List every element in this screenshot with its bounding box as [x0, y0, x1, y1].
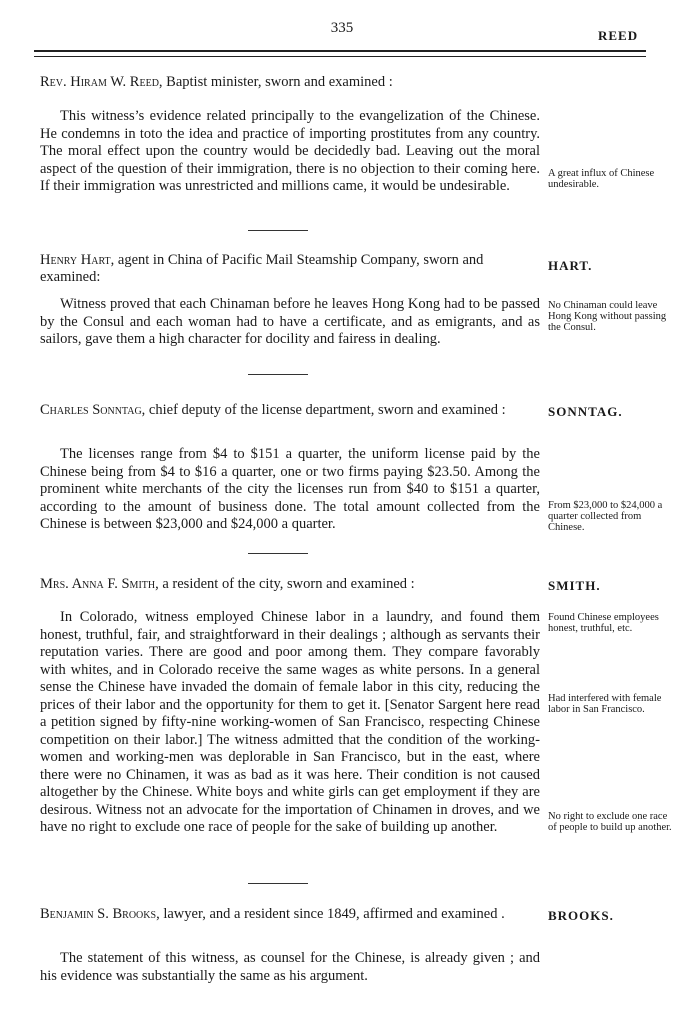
section-separator [248, 553, 308, 554]
sonntag-heading [40, 402, 536, 419]
witness-description: agent in China of Pacific Mail Steamship Company, sworn and examined: [40, 252, 484, 285]
margin-note: Found Chinese employees honest, truthful, etc. [548, 612, 659, 634]
sonntag-side-name: SONNTAG. [548, 404, 623, 419]
section-separator [248, 230, 308, 231]
reed-heading [40, 74, 536, 91]
margin-note: Had interfered with female labor in San Francisco. [548, 693, 662, 715]
smith-testimony: In Colorado, witness employed Chinese labor in a laundry, and found them honest, truthful, fair, and straightforward in their dealings ; although as servants their reputation varies. There are good and poor among them. They compare favorably with whites, and in Colorado receive the same wages as white persons. In a general sense the Chinese have invaded the domain of female labor in this city, reducing the prices of their labor and the opportunity for them to get it. [Senator Sargent here read a petition signed by fifty-nine working-women of San Francisco, respecting Chinese competition on their labor.] The witness admitted that the condition of the working-women and working-men was deplorable in San Francisco, but in the east, where there were no Chinamen, it was as bad as it was here. Their condition is not caused altogether by the Chinese. White boys and white girls can get employment if they are desirous. Witness not an advocate for the importation of Chinamen in droves, and we have no right to exclude one race of people for the sake of building up another. [40, 609, 540, 835]
hart-testimony: Witness proved that each Chinaman before he leaves Hong Kong had to be passed by the Consul and each woman had to have a certificate, and as emigrants, and as sailors, gave them a high character for docility and fairess in dealing. [40, 296, 540, 347]
hart-side-name: HART. [548, 258, 593, 273]
section-separator [248, 374, 308, 375]
margin-note: From $23,000 to $24,000 a quarter collected from Chinese. [548, 500, 663, 533]
witness-description: Baptist minister, sworn and examined : [162, 74, 393, 90]
running-head: REED [598, 28, 639, 43]
section-separator [248, 883, 308, 884]
witness-description: chief deputy of the license department, sworn and examined : [145, 402, 506, 418]
sonntag-testimony: The licenses range from $4 to $151 a quarter, the uniform license paid by the Chinese being from $4 to $16 a quarter, one or two firms paying $23.50. Among the prominent white merchants of the city the licenses run from $40 to $151 a quarter, according to the amount of business done. The total amount collected from the Chinese is between $23,000 and $24,000 a quarter. [40, 446, 540, 532]
margin-note: No Chinaman could leave Hong Kong without passing the Consul. [548, 300, 667, 333]
reed-testimony: This witness’s evidence related principally to the evangelization of the Chinese. He condemns in toto the idea and practice of importing prostitutes from any country. The moral effect upon the country would be decidedly bad. Leaving out the moral aspect of the question of their immigration, there is no objection to their coming here. If their immigration was unrestricted and millions came, it would be undesirable. [40, 108, 540, 194]
header-rule [34, 50, 646, 52]
witness-name: Henry Hart, [40, 252, 115, 268]
witness-name: Charles Sonntag, [40, 402, 146, 418]
header-rule-thin [34, 56, 646, 57]
witness-description: lawyer, and a resident since 1849, affirmed and examined . [159, 906, 505, 922]
margin-note: A great influx of Chinese undesirable. [548, 168, 655, 190]
witness-name: Mrs. Anna F. Smith, [40, 576, 159, 592]
witness-description: a resident of the city, sworn and examined : [158, 576, 415, 592]
brooks-testimony: The statement of this witness, as counsel for the Chinese, is already given ; and his evidence was substantially the same as his argument. [40, 950, 540, 984]
margin-note: No right to exclude one race of people to build up another. [548, 811, 672, 833]
smith-side-name: SMITH. [548, 578, 601, 593]
hart-heading [40, 252, 536, 286]
smith-heading [40, 576, 536, 593]
witness-name: Rev. Hiram W. Reed, [40, 74, 163, 90]
witness-name: Benjamin S. Brooks, [40, 906, 160, 922]
page-number: 335 [330, 20, 354, 36]
brooks-heading [40, 906, 536, 923]
brooks-side-name: BROOKS. [548, 908, 614, 923]
